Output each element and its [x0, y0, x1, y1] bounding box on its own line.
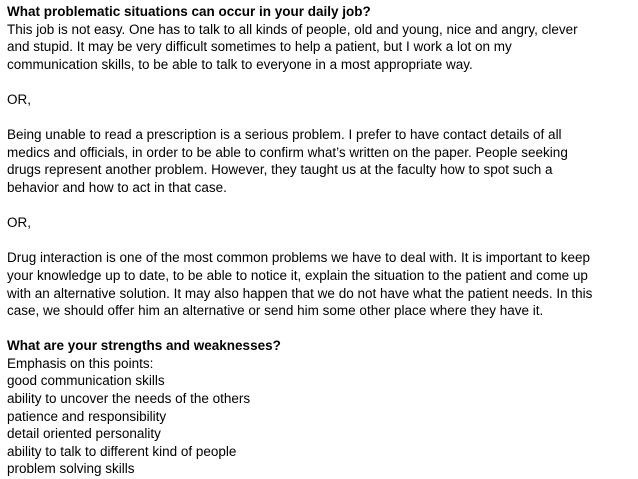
answer3-line-1: Drug interaction is one of the most common problems we have to deal with. It is important to keep — [7, 250, 591, 266]
answer1-line-2: and stupid. It may be very difficult sometimes to help a patient, but I work a lot on my — [7, 39, 512, 55]
strength-point: good communication skills — [7, 373, 165, 389]
strength-point: ability to uncover the needs of the others — [7, 391, 251, 407]
strength-point: patience and responsibility — [7, 408, 167, 424]
answer1-line-1: This job is not easy. One has to talk to all kinds of people, old and young, nice and angry, clever — [7, 21, 578, 37]
question-problematic-situations: What problematic situations can occur in your daily job? — [7, 4, 371, 19]
document-page — [7, 3, 633, 478]
answer3-line-4: case, we should offer him an alternative or send him some other place where they have it. — [7, 303, 544, 319]
spacer — [7, 320, 633, 338]
strength-point: problem solving skills — [7, 461, 135, 477]
or-separator-1: OR, — [7, 91, 32, 107]
spacer — [7, 232, 633, 250]
spacer — [7, 73, 633, 91]
answer2-line-4: behavior and how to act in that case. — [7, 179, 227, 195]
spacer — [7, 197, 633, 215]
answer1-line-3: communication skills, to be able to talk to everyone in a most appropriate way. — [7, 56, 473, 72]
answer2-line-1: Being unable to read a prescription is a serious problem. I prefer to have contact details of all — [7, 127, 562, 143]
strength-point: detail oriented personality — [7, 426, 161, 442]
answer2-line-3: drugs represent another problem. However, they taught us at the faculty how to spot such a — [7, 162, 553, 178]
question-strengths-weaknesses: What are your strengths and weaknesses? — [7, 338, 281, 354]
emphasis-intro: Emphasis on this points: — [7, 355, 154, 371]
or-separator-2: OR, — [7, 215, 32, 231]
strength-point: ability to talk to different kind of people — [7, 443, 237, 459]
answer3-line-3: with an alternative solution. It may also happen that we do not have what the patient needs. In this — [7, 285, 593, 301]
spacer — [7, 109, 633, 127]
answer3-line-2: your knowledge up to date, to be able to notice it, explain the situation to the patient and come up — [7, 267, 588, 283]
answer2-line-2: medics and officials, in order to be able to confirm what’s written on the paper. People seeking — [7, 144, 568, 160]
